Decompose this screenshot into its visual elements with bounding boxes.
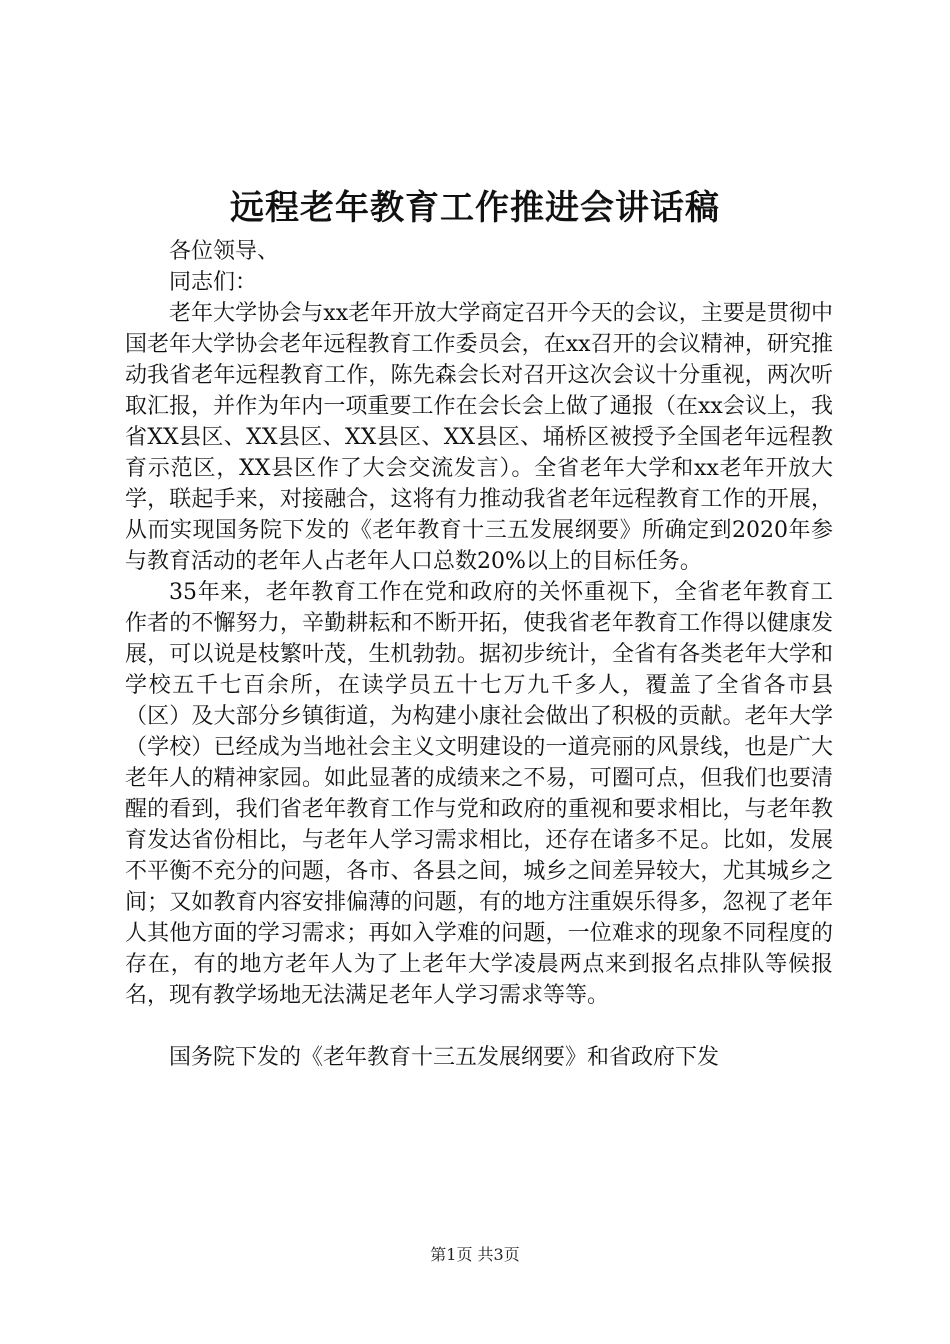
salutation-comrades: 同志们： xyxy=(169,270,258,295)
document-title: 远程老年教育工作推进会讲话稿 xyxy=(230,188,720,228)
paragraph-1: 老年大学协会与xx老年开放大学商定召开今天的会议，主要是贯彻中国老年大学协会老年远程教育工作委员会，在xx召开的会议精神，研究推动我省老年远程教育工作，陈先森会长对召开这次会议十分重视，两次听取汇报，并作为年内一项重要工作在会长会上做了通报（在xx会议上，我省XX县区、XX县区、XX县区、XX县区、埇桥区被授予全国老年远程教育示范区，XX县区作了大会交流发言）。全省老年大学和xx老年开放大学，联起手来，对接融合，这将有力推动我省老年远程教育工作的开展，从而实现国务院下发的《老年教育十三五发展纲要》所确定到2020年参与教育活动的老年人占老年人口总数20%以上的目标任务。 xyxy=(125,301,833,574)
page-footer: 第1页 共3页 xyxy=(430,1245,520,1264)
document-body xyxy=(125,236,833,1073)
paragraph-2: 35年来，老年教育工作在党和政府的关怀重视下，全省老年教育工作者的不懈努力，辛勤耕耘和不断开拓，使我省老年教育工作得以健康发展，可以说是枝繁叶茂，生机勃勃。据初步统计，全省有各类老年大学和学校五千七百余所，在读学员五十七万九千多人，覆盖了全省各市县（区）及大部分乡镇街道，为构建小康社会做出了积极的贡献。老年大学（学校）已经成为当地社会主义文明建设的一道亮丽的风景线，也是广大老年人的精神家园。如此显著的成绩来之不易，可圈可点，但我们也要清醒的看到，我们省老年教育工作与党和政府的重视和要求相比，与老年教育发达省份相比，与老年人学习需求相比，还存在诸多不足。比如，发展不平衡不充分的问题，各市、各县之间，城乡之间差异较大，尤其城乡之间；又如教育内容安排偏薄的问题，有的地方注重娱乐得多，忽视了老年人其他方面的学习需求；再如入学难的问题，一位难求的现象不同程度的存在，有的地方老年人为了上老年大学凌晨两点来到报名点排队等候报名，现有教学场地无法满足老年人学习需求等等。 xyxy=(125,580,833,1008)
paragraph-3: 国务院下发的《老年教育十三五发展纲要》和省政府下发 xyxy=(169,1045,720,1070)
salutation-leaders: 各位领导、 xyxy=(169,239,280,264)
